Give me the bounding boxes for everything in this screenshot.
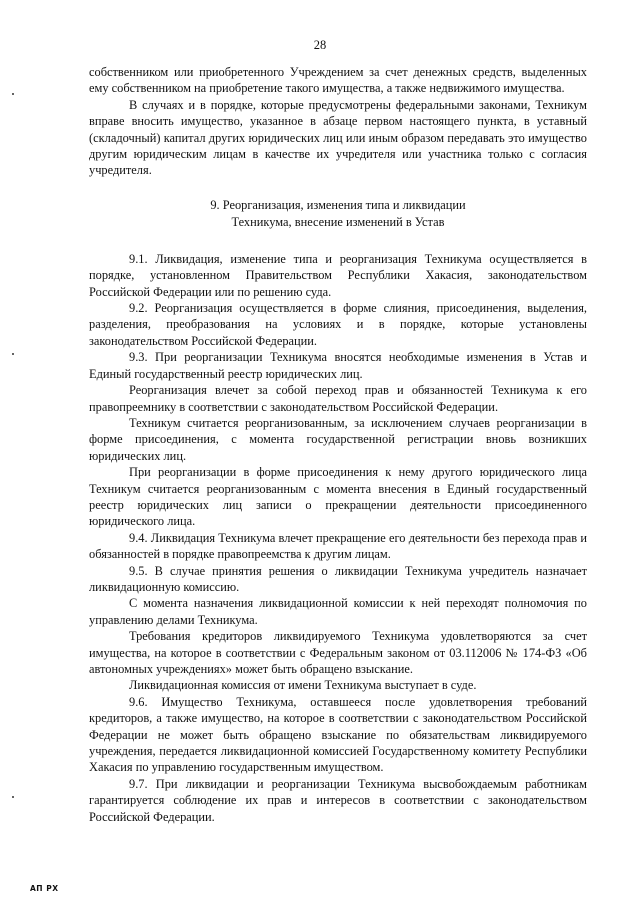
paragraph: Реорганизация влечет за собой переход прав и обязанностей Техникума к его правопреемнику в соответствии с законодательством Российской Федерации. bbox=[89, 383, 587, 414]
paragraph: С момента назначения ликвидационной комиссии к ней переходят полномочия по управлению делами Техникума. bbox=[89, 596, 587, 627]
section-heading-line: 9. Реорганизация, изменения типа и ликвидации bbox=[210, 197, 466, 212]
margin-dot bbox=[12, 353, 14, 355]
page-number: 28 bbox=[313, 38, 327, 52]
paragraph-9-2: 9.2. Реорганизация осуществляется в форме слияния, присоединения, выделения, разделения, преобразования на условиях и в порядке, которые установлены законодательством Российской Федерации. bbox=[89, 301, 587, 348]
paragraph: Техникум считается реорганизованным, за исключением случаев реорганизации в форме присоединения, с момента государственной регистрации вновь возникших юридических лиц. bbox=[89, 415, 587, 463]
paragraph: При реорганизации в форме присоединения к нему другого юридического лица Техникум считается реорганизованным с момента внесения в Единый государственный реестр юридических лиц записи о прекращении деятельности присоединенного юридического лица. bbox=[89, 465, 587, 529]
paragraph-9-3: 9.3. При реорганизации Техникума вносятся необходимые изменения в Устав и Единый государственный реестр юридических лиц. bbox=[89, 350, 587, 381]
paragraph: Требования кредиторов ликвидируемого Техникума удовлетворяются за счет имущества, на которое в соответствии с Федеральным законом от 03.112006 № 174-ФЗ «Об автономных учреждениях» может быть обращено взыскание. bbox=[89, 629, 587, 676]
margin-dot bbox=[12, 796, 14, 798]
paragraph-9-7: 9.7. При ликвидации и реорганизации Техникума высвобождаемым работникам гарантируется соблюдение их прав и интересов в соответствии с законодательством Российской Федерации. bbox=[89, 776, 587, 824]
section-heading-line: Техникума, внесение изменений в Устав bbox=[231, 214, 445, 229]
document-body bbox=[89, 64, 587, 825]
section-heading bbox=[89, 197, 587, 231]
paragraph-9-1: 9.1. Ликвидация, изменение типа и реорганизация Техникума осуществляется в порядке, установленном Правительством Республики Хакасия, законодательством Российской Федерации или по решению суда. bbox=[89, 251, 587, 299]
paragraph: собственником или приобретенного Учреждением за счет денежных средств, выделенных ему собственником на приобретение такого имущества, а также недвижимого имущества. bbox=[89, 65, 587, 96]
margin-dot bbox=[12, 93, 14, 95]
archive-stamp-mark: АП РХ bbox=[30, 884, 59, 893]
paragraph: Ликвидационная комиссия от имени Техникума выступает в суде. bbox=[129, 678, 477, 693]
paragraph-9-4: 9.4. Ликвидация Техникума влечет прекращение его деятельности без перехода прав и обязанностей в порядке правопреемства к другим лицам. bbox=[89, 530, 587, 562]
paragraph-9-5: 9.5. В случае принятия решения о ликвидации Техникума учредитель назначает ликвидационную комиссию. bbox=[89, 563, 587, 594]
paragraph-9-6: 9.6. Имущество Техникума, оставшееся после удовлетворения требований кредиторов, а также имущество, на которое в соответствии с законодательством Российской Федерации не может быть обращено взыскание по обязательствам ликвидируемого учреждения, передается ликвидационной комиссией Государственному комитету Республики Хакасия по управлению государственным имуществом. bbox=[89, 694, 587, 775]
paragraph: В случаях и в порядке, которые предусмотрены федеральными законами, Техникум вправе вносить имущество, указанное в абзаце первом настоящего пункта, в уставный (складочный) капитал других юридических лиц или иным образом передавать это имущество другим юридическим лицам в качестве их учредителя или участника только с согласия учредителя. bbox=[89, 97, 587, 178]
